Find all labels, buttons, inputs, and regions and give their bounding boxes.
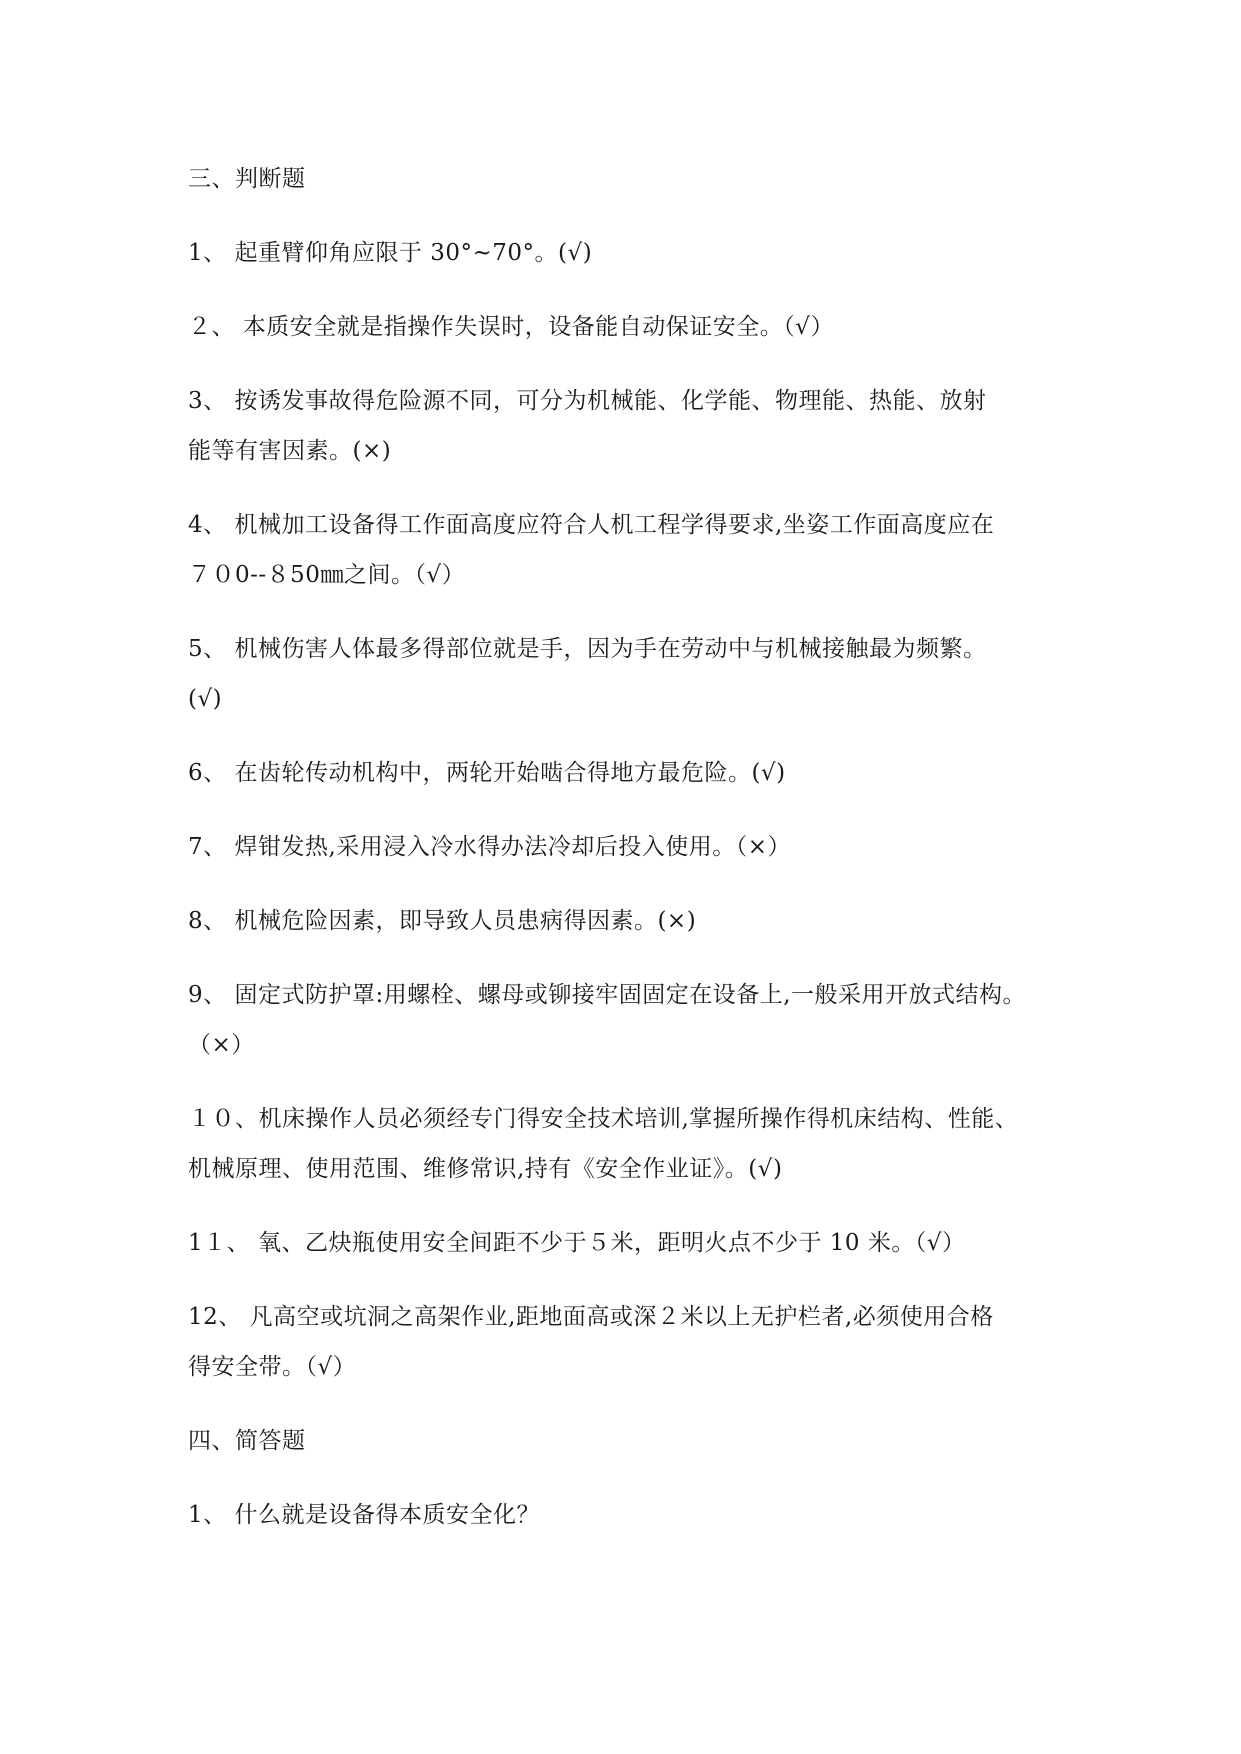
section-heading-judgement: 三、判断题 bbox=[188, 166, 306, 192]
question-line-continued: （×） bbox=[188, 1032, 255, 1058]
short-answer-item-1 bbox=[188, 1490, 1068, 1540]
question-line: 9、 固定式防护罩:用螺栓、螺母或铆接牢固固定在设备上,一般采用开放式结构。 bbox=[188, 982, 1027, 1008]
question-line: 1、 什么就是设备得本质安全化？ bbox=[188, 1502, 540, 1528]
question-item-4 bbox=[188, 500, 1068, 600]
question-line: 3、 按诱发事故得危险源不同，可分为机械能、化学能、物理能、热能、放射 bbox=[188, 388, 987, 414]
question-item-5 bbox=[188, 624, 1068, 724]
question-line: 4、 机械加工设备得工作面高度应符合人机工程学得要求,坐姿工作面高度应在 bbox=[188, 512, 995, 538]
question-item-3 bbox=[188, 376, 1068, 476]
question-line: ２、 本质安全就是指操作失误时，设备能自动保证安全。（√） bbox=[188, 314, 834, 340]
question-line: 5、 机械伤害人体最多得部位就是手，因为手在劳动中与机械接触最为频繁。 bbox=[188, 636, 987, 662]
question-item-1 bbox=[188, 228, 1068, 278]
question-line: １０、机床操作人员必须经专门得安全技术培训,掌握所操作得机床结构、性能、 bbox=[188, 1106, 1019, 1132]
section-heading-short-answer: 四、简答题 bbox=[188, 1428, 306, 1454]
question-item-10 bbox=[188, 1094, 1068, 1194]
question-line: 12、 凡高空或坑洞之高架作业,距地面高或深２米以上无护栏者,必须使用合格 bbox=[188, 1304, 994, 1330]
question-line-continued: 能等有害因素。(×) bbox=[188, 438, 392, 464]
question-line: 1１、 氧、乙炔瓶使用安全间距不少于５米，距明火点不少于 10 米。（√） bbox=[188, 1230, 966, 1256]
question-line-continued: 得安全带。（√） bbox=[188, 1354, 357, 1380]
question-line-continued: ７０0--８50㎜之间。（√） bbox=[188, 562, 466, 588]
question-item-6 bbox=[188, 748, 1068, 798]
question-line-continued: 机械原理、使用范围、维修常识,持有《安全作业证》。(√) bbox=[188, 1156, 783, 1182]
document-content bbox=[188, 154, 1068, 1564]
question-item-11 bbox=[188, 1218, 1068, 1268]
question-item-12 bbox=[188, 1292, 1068, 1392]
question-line: 6、 在齿轮传动机构中，两轮开始啮合得地方最危险。(√) bbox=[188, 760, 786, 786]
question-item-8 bbox=[188, 896, 1068, 946]
question-line: 8、 机械危险因素，即导致人员患病得因素。(×) bbox=[188, 908, 697, 934]
question-item-7 bbox=[188, 822, 1068, 872]
question-line: 7、 焊钳发热,采用浸入冷水得办法冷却后投入使用。（×） bbox=[188, 834, 792, 860]
question-item-9 bbox=[188, 970, 1068, 1070]
question-line: 1、 起重臂仰角应限于 30°~70°。(√) bbox=[188, 240, 593, 266]
question-line-continued: (√) bbox=[188, 686, 223, 712]
question-item-2 bbox=[188, 302, 1068, 352]
